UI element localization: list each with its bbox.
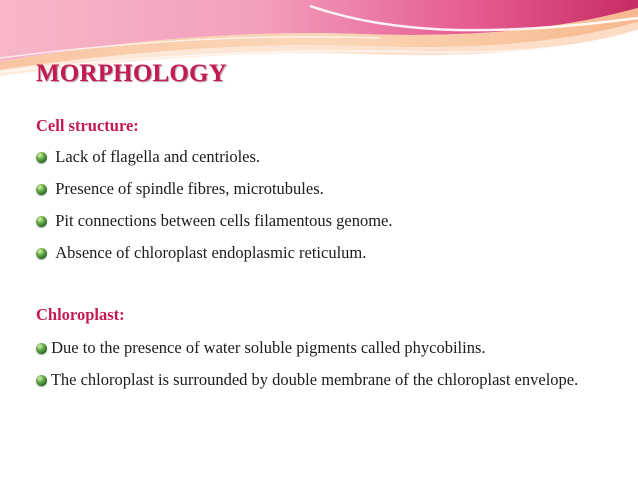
bullet-text: The chloroplast is surrounded by double membrane of the chloroplast envelope. (50, 370, 579, 389)
bullet-icon (36, 343, 47, 354)
bullet-icon (36, 248, 47, 259)
section-heading-cell-structure: Cell structure: (36, 116, 139, 135)
bullet-text: Due to the presence of water soluble pigments called phycobilins. (51, 338, 486, 357)
bullet-item (36, 207, 393, 234)
bullet-text: Pit connections between cells filamentous genome. (55, 211, 393, 230)
bullet-text: Absence of chloroplast endoplasmic reticulum. (55, 243, 367, 262)
bullet-icon (36, 216, 47, 227)
bullet-item (36, 366, 606, 393)
slide-title: MORPHOLOGY (36, 60, 227, 87)
bullet-text: Lack of flagella and centrioles. (55, 147, 261, 166)
bullet-item (36, 175, 324, 202)
bullet-item (36, 334, 486, 361)
bullet-text: Presence of spindle fibres, microtubules. (55, 179, 324, 198)
section-heading-chloroplast: Chloroplast: (36, 305, 125, 324)
bullet-icon (36, 184, 47, 195)
bullet-icon (36, 152, 47, 163)
bullet-icon (36, 375, 47, 386)
bullet-item (36, 143, 260, 170)
bullet-item (36, 239, 366, 266)
